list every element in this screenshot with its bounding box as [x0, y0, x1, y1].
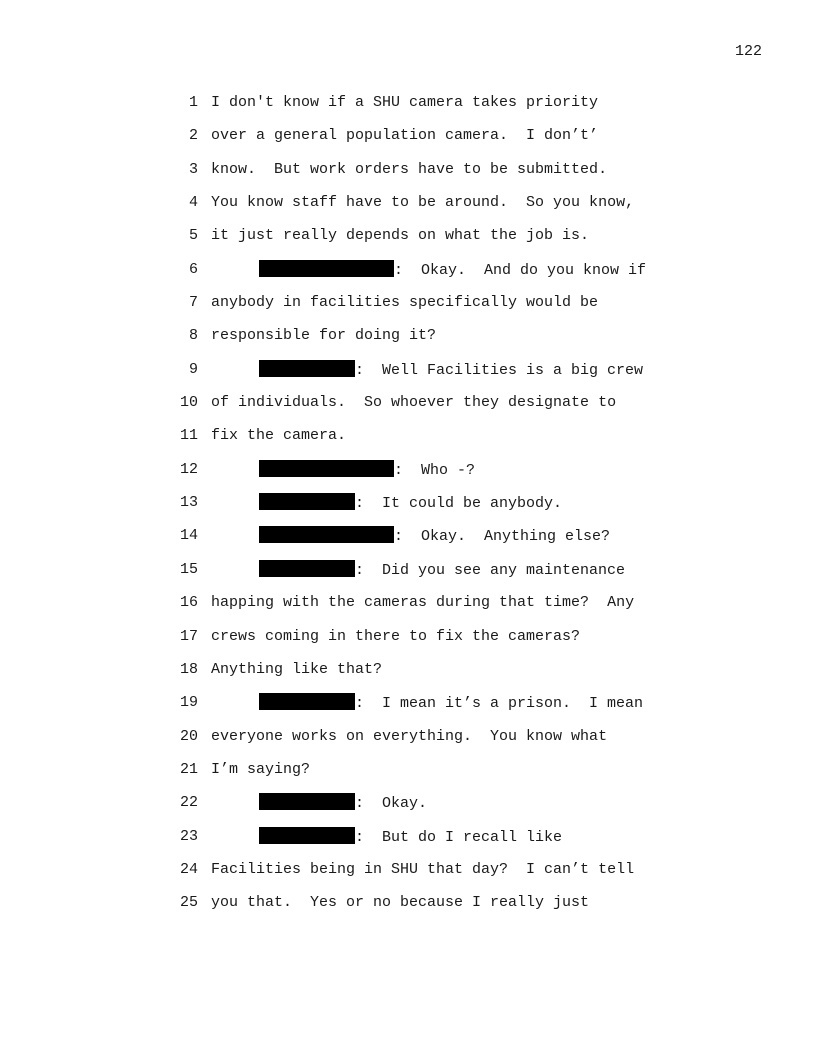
transcript-line	[172, 760, 692, 793]
line-number: 4	[188, 194, 198, 212]
line-number: 21	[179, 760, 198, 778]
line-number: 9	[188, 360, 198, 378]
line-number: 5	[188, 227, 198, 245]
line-content: over a general population camera. I don’t’	[211, 127, 599, 145]
line-content: : Did you see any maintenance	[355, 561, 626, 579]
line-content: : But do I recall like	[355, 828, 563, 846]
line-text	[211, 393, 616, 413]
transcript-line	[172, 360, 692, 393]
line-text	[211, 126, 598, 146]
line-number: 17	[179, 627, 198, 645]
line-text	[211, 426, 346, 446]
redacted-speaker-name	[259, 793, 355, 810]
line-text	[211, 160, 607, 180]
line-number: 8	[188, 327, 198, 345]
transcript-line	[172, 627, 692, 660]
line-content: : Okay. Anything else?	[394, 528, 611, 546]
speaker-line-text	[211, 693, 643, 714]
line-number: 24	[179, 860, 198, 878]
line-text	[211, 326, 436, 346]
line-text	[211, 760, 310, 780]
transcript-line	[172, 426, 692, 459]
line-number: 13	[179, 494, 198, 512]
line-text	[211, 226, 589, 246]
transcript-line	[172, 693, 692, 726]
line-content: happing with the cameras during that time? Any	[211, 594, 635, 612]
transcript-line	[172, 893, 692, 926]
transcript-line	[172, 727, 692, 760]
line-text	[211, 727, 607, 747]
transcript-line	[172, 193, 692, 226]
line-content: : Okay. And do you know if	[394, 261, 647, 279]
speaker-line-text	[211, 360, 643, 381]
transcript-line	[172, 593, 692, 626]
page-number: 122	[734, 43, 762, 60]
speaker-line-text	[211, 260, 646, 281]
transcript-line	[172, 526, 692, 559]
line-content: You know staff have to be around. So you know,	[211, 194, 635, 212]
transcript-line	[172, 393, 692, 426]
speaker-line-text	[211, 560, 625, 581]
line-content: anybody in facilities specifically would be	[211, 294, 599, 312]
line-content: I’m saying?	[211, 760, 311, 778]
line-text	[211, 627, 580, 647]
line-number: 16	[179, 594, 198, 612]
transcript-line	[172, 860, 692, 893]
line-content: Anything like that?	[211, 660, 383, 678]
line-number: 7	[188, 294, 198, 312]
line-number: 15	[179, 560, 198, 578]
line-content: it just really depends on what the job is.	[211, 227, 590, 245]
line-number: 10	[179, 394, 198, 412]
line-number: 19	[179, 694, 198, 712]
redacted-speaker-name	[259, 493, 355, 510]
redacted-speaker-name	[259, 260, 394, 277]
line-content: : Who -?	[394, 461, 476, 479]
transcript-line	[172, 226, 692, 259]
transcript-line	[172, 827, 692, 860]
line-number: 23	[179, 827, 198, 845]
line-number: 1	[188, 94, 198, 111]
speaker-line-text	[211, 460, 475, 481]
speaker-line-text	[211, 827, 562, 848]
line-text	[211, 593, 634, 613]
line-content: responsible for doing it?	[211, 327, 437, 345]
line-content: Facilities being in SHU that day? I can’t tell	[211, 860, 635, 878]
speaker-line-text	[211, 493, 562, 514]
line-content: : Okay.	[355, 795, 428, 813]
transcript-line	[172, 326, 692, 359]
transcript-line	[172, 160, 692, 193]
line-text	[211, 893, 589, 913]
line-content: I don't know if a SHU camera takes priority	[211, 94, 599, 111]
transcript-line	[172, 460, 692, 493]
line-content: : Well Facilities is a big crew	[355, 361, 644, 379]
line-content: know. But work orders have to be submitted.	[211, 160, 608, 178]
line-number: 18	[179, 660, 198, 678]
line-content: of individuals. So whoever they designate to	[211, 394, 617, 412]
speaker-line-text	[211, 793, 427, 814]
line-number: 6	[188, 260, 198, 278]
line-content: : I mean it’s a prison. I mean	[355, 695, 644, 713]
line-number: 25	[179, 894, 198, 912]
transcript-line	[172, 660, 692, 693]
redacted-speaker-name	[259, 827, 355, 844]
transcript-lines	[172, 93, 692, 927]
line-text	[211, 660, 382, 680]
redacted-speaker-name	[259, 360, 355, 377]
line-number: 12	[179, 460, 198, 478]
line-text	[211, 860, 634, 880]
transcript-line	[172, 126, 692, 159]
redacted-speaker-name	[259, 560, 355, 577]
line-number: 3	[188, 160, 198, 178]
line-number: 22	[179, 794, 198, 812]
line-number: 14	[179, 527, 198, 545]
transcript-line	[172, 793, 692, 826]
line-content: : It could be anybody.	[355, 495, 563, 513]
speaker-line-text	[211, 526, 610, 547]
line-content: crews coming in there to fix the cameras?	[211, 627, 581, 645]
line-content: fix the camera.	[211, 427, 347, 445]
transcript-line	[172, 493, 692, 526]
line-text	[211, 193, 634, 213]
line-number: 11	[179, 427, 198, 445]
line-number: 20	[179, 727, 198, 745]
redacted-speaker-name	[259, 526, 394, 543]
transcript-line	[172, 293, 692, 326]
redacted-speaker-name	[259, 693, 355, 710]
redacted-speaker-name	[259, 460, 394, 477]
line-content: you that. Yes or no because I really just	[211, 894, 590, 912]
line-text	[211, 93, 598, 113]
transcript-line	[172, 260, 692, 293]
line-number: 2	[188, 127, 198, 145]
line-text	[211, 293, 598, 313]
line-content: everyone works on everything. You know what	[211, 727, 608, 745]
transcript-line	[172, 93, 692, 126]
transcript-line	[172, 560, 692, 593]
